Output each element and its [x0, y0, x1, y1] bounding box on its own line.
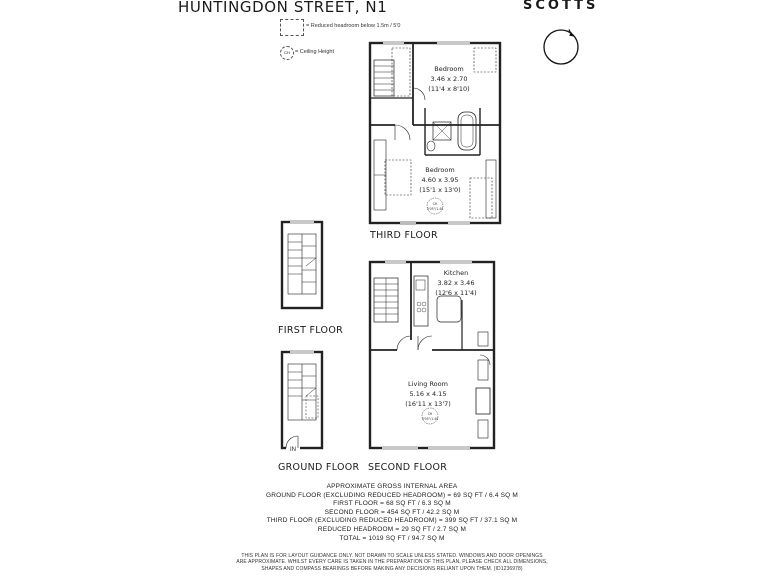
floor-label-ground: GROUND FLOOR: [278, 462, 360, 473]
room-imperial-living: (16'11 x 13'7): [405, 400, 451, 408]
area-summary: [200, 483, 584, 543]
room-imperial-bedroom-1: (11'4 x 8'10): [428, 85, 470, 93]
disclaimer: [200, 553, 584, 572]
page-title: HUNTINGDON STREET, N1: [178, 0, 388, 16]
room-metric-bedroom-1: 3.46 x 2.70: [430, 75, 468, 83]
entrance-label: IN: [290, 447, 296, 453]
ceiling-height-mark-third: CH: [432, 202, 438, 206]
ground-floor-plan: [282, 351, 322, 448]
room-imperial-kitchen: (12'6 x 11'4): [435, 289, 477, 297]
brand-logo: SCOTTS: [523, 0, 599, 13]
area-total: TOTAL = 1019 SQ FT / 94.7 SQ M: [339, 534, 445, 542]
ceiling-height-value-second: 3'05"/1.40: [421, 417, 439, 421]
disclaimer-line: SHAPES AND COMPASS BEARINGS BEFORE MAKING ANY DECISIONS RELIANT UPON THEM. (ID1236978): [261, 565, 523, 572]
disclaimer-line: ARE APPROXIMATE. WHILST EVERY CARE IS TAKEN IN THE PREPARATION OF THIS PLAN, PLEASE CHECK ALL DIMENSIONS,: [236, 559, 548, 566]
room-label-kitchen: Kitchen: [443, 269, 469, 277]
reduced-headroom-legend: = Reduced headroom below 1.5m / 5'0: [306, 23, 401, 29]
ceiling-height-legend: = Ceiling Height: [295, 49, 334, 55]
area-line: REDUCED HEADROOM = 29 SQ FT / 2.7 SQ M: [317, 525, 467, 533]
area-line: SECOND FLOOR = 454 SQ FT / 42.2 SQ M: [324, 508, 460, 516]
room-label-living: Living Room: [408, 380, 448, 388]
room-metric-living: 5.16 x 4.15: [409, 390, 447, 398]
room-metric-bedroom-2: 4.60 x 3.95: [421, 176, 459, 184]
area-line: FIRST FLOOR = 68 SQ FT / 6.3 SQ M: [333, 500, 451, 508]
disclaimer-line: THIS PLAN IS FOR LAYOUT GUIDANCE ONLY. NOT DRAWN TO SCALE UNLESS STATED. WINDOWS AND DOOR OPENINGS: [241, 553, 543, 559]
area-line: GROUND FLOOR (EXCLUDING REDUCED HEADROOM) = 69 SQ FT / 6.4 SQ M: [265, 491, 519, 499]
room-metric-kitchen: 3.82 x 3.46: [437, 279, 475, 287]
ceiling-height-mark-second: CH: [427, 412, 433, 416]
room-label-bedroom-1: Bedroom: [434, 65, 464, 73]
floor-label-third: THIRD FLOOR: [370, 230, 438, 241]
area-heading: APPROXIMATE GROSS INTERNAL AREA: [326, 483, 458, 490]
area-line: THIRD FLOOR (EXCLUDING REDUCED HEADROOM) = 399 SQ FT / 37.1 SQ M: [266, 517, 518, 525]
room-label-bedroom-2: Bedroom: [425, 166, 455, 174]
ceiling-height-value-third: 3'05"/1.40: [426, 207, 444, 211]
ceiling-height-symbol: CH: [280, 46, 294, 60]
first-floor-plan: [282, 221, 322, 308]
room-imperial-bedroom-2: (15'1 x 13'0): [419, 186, 461, 194]
floor-label-second: SECOND FLOOR: [368, 462, 448, 473]
floor-label-first: FIRST FLOOR: [278, 325, 343, 336]
